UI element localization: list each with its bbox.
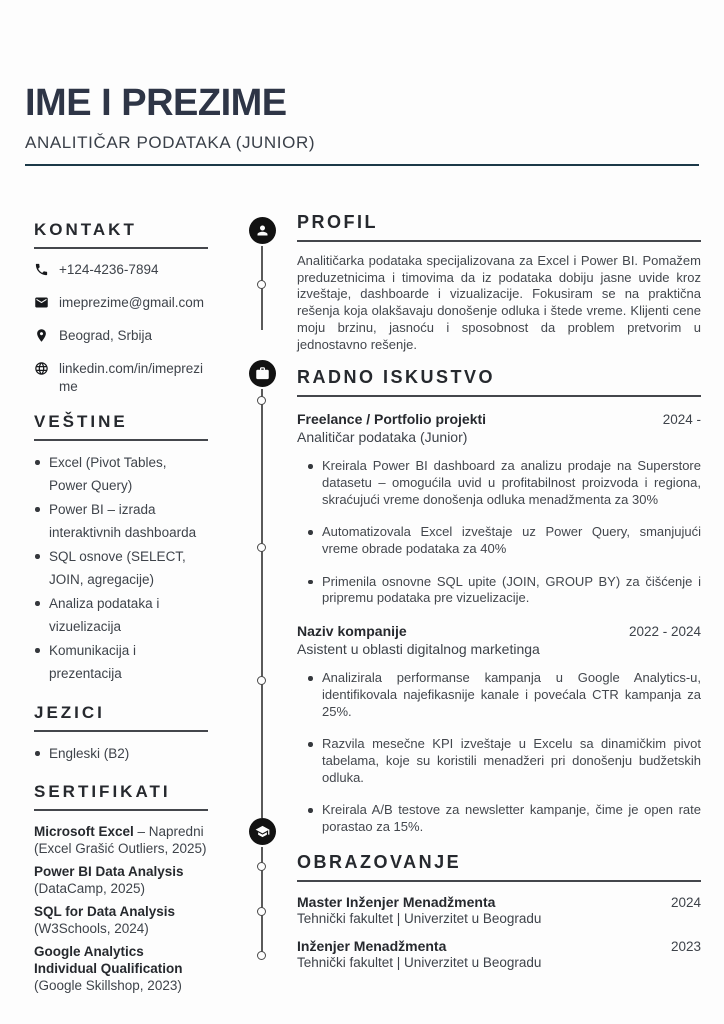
timeline-dot (257, 907, 266, 916)
section-radno-iskustvo (297, 367, 701, 836)
contact-item-linkedin (34, 360, 208, 396)
section-profil (297, 212, 701, 353)
section-heading-vestine: VEŠTINE (34, 412, 208, 441)
skill-item: Power BI – izrada interaktivnih dashboarda (34, 498, 208, 545)
skill-item: Excel (Pivot Tables, Power Query) (34, 451, 208, 498)
section-sertifikati (34, 782, 208, 994)
job-bullet: Primenila osnovne SQL upite (JOIN, GROUP BY) za čišćenje i pripremu podataka pre vizuelizacije. (297, 574, 701, 607)
language-item: Engleski (B2) (34, 742, 208, 766)
graduation-cap-icon (249, 818, 276, 845)
main-content (297, 212, 701, 970)
section-heading-jezici: JEZICI (34, 703, 208, 732)
timeline-dot (257, 543, 266, 552)
globe-icon (34, 361, 49, 376)
skill-item: Analiza podataka i vizuelizacija (34, 592, 208, 639)
timeline-dot (257, 951, 266, 960)
briefcase-icon (249, 360, 276, 387)
certificate-item (34, 903, 208, 937)
phone-number: +124-4236-7894 (59, 262, 159, 277)
certificate-title: Microsoft Excel (34, 824, 134, 840)
job-header (297, 411, 701, 427)
contact-item-phone (34, 261, 208, 279)
skill-item: SQL osnove (SELECT, JOIN, agregacije) (34, 545, 208, 592)
job-header (297, 623, 701, 639)
job-bullet: Kreirala A/B testove za newsletter kampanje, čime je open rate porastao za 15%. (297, 802, 701, 835)
section-jezici (34, 703, 208, 766)
job-bullet-list (297, 458, 701, 607)
certificate-detail: – Napredni (Excel Grašić Outliers, 2025) (34, 824, 207, 857)
job-company: Naziv kompanije (297, 623, 407, 640)
job-bullet: Kreirala Power BI dashboard za analizu prodaje na Superstore datasetu – omogućila uvid u profitabilnost proizvoda i regiona, skraćujući vreme donošenja odluka menadžmenta za 30% (297, 458, 701, 508)
job-bullet: Analizirala performanse kampanja u Google Analytics-u, identifikovala najefikasnije kanale i povećala CTR kampanja za 25%. (297, 670, 701, 720)
certificate-detail: (W3Schools, 2024) (34, 921, 149, 937)
timeline-segment (261, 389, 263, 818)
section-heading-radno-iskustvo: RADNO ISKUSTVO (297, 367, 701, 397)
contact-item-email (34, 294, 208, 312)
education-date: 2024 (670, 894, 701, 910)
certificate-item (34, 943, 208, 994)
education-entry (297, 938, 701, 970)
education-school: Tehnički fakultet | Univerzitet u Beogradu (297, 954, 542, 970)
location-icon (34, 328, 49, 343)
job-entry (297, 411, 701, 607)
job-role: Analitičar podataka (Junior) (297, 429, 468, 446)
certificate-title: SQL for Data Analysis (34, 904, 176, 920)
header-divider (25, 164, 699, 166)
profile-summary: Analitičarka podataka specijalizovana za Excel i Power BI. Pomažem preduzetnicima i timovima da iz podataka dobiju jasne uvide kroz izveštaje, dashboarde i vizualizacije. Fokusiram se na praktična rešenja koja olakšavaju donošenje odluka i štede vreme. Klijenti cene moju brzinu, jasnoću i sposobnost da problem pretvorim u jednostavno rešenje. (297, 253, 701, 352)
certificate-item (34, 863, 208, 897)
education-degree: Inženjer Menadžmenta (297, 937, 447, 954)
certificate-detail: (Google Skillshop, 2023) (34, 978, 182, 994)
section-heading-obrazovanje: OBRAZOVANJE (297, 852, 701, 882)
job-dates: 2022 - 2024 (628, 624, 701, 640)
skill-item: Komunikacija i prezentacija (34, 639, 208, 686)
skills-list (34, 451, 208, 686)
job-dates: 2024 - (662, 412, 701, 428)
location-text: Beograd, Srbija (59, 327, 153, 343)
timeline-dot (257, 676, 266, 685)
section-heading-sertifikati: SERTIFIKATI (34, 782, 208, 811)
job-company: Freelance / Portfolio projekti (297, 411, 487, 428)
job-role: Asistent u oblasti digitalnog marketinga (297, 641, 540, 658)
section-vestine (34, 412, 208, 686)
education-header (297, 894, 701, 910)
job-entry (297, 623, 701, 836)
timeline-dot (257, 396, 266, 405)
linkedin-url: linkedin.com/in/imeprezime (59, 360, 204, 394)
section-heading-profil: PROFIL (297, 212, 701, 242)
languages-list (34, 742, 208, 766)
education-header (297, 938, 701, 954)
email-address: imeprezime@gmail.com (59, 294, 204, 310)
education-date: 2023 (670, 938, 701, 954)
email-icon (34, 295, 49, 310)
section-obrazovanje (297, 852, 701, 970)
page-title: IME I PREZIME (25, 82, 287, 124)
certificates-list (34, 823, 208, 994)
certificate-detail: (DataCamp, 2025) (34, 881, 146, 897)
job-bullet: Automatizovala Excel izveštaje uz Power Query, smanjujući vreme obrade podataka za 40% (297, 524, 701, 557)
contact-item-location (34, 327, 208, 345)
person-icon (249, 217, 276, 244)
sidebar (34, 220, 208, 1000)
section-heading-kontakt: KONTAKT (34, 220, 208, 249)
phone-icon (34, 262, 49, 277)
certificate-title: Power BI Data Analysis (34, 864, 184, 880)
section-kontakt (34, 220, 208, 396)
job-bullet-list (297, 670, 701, 836)
contact-list (34, 261, 208, 396)
job-title: ANALITIČAR PODATAKA (JUNIOR) (25, 133, 316, 152)
education-entry (297, 894, 701, 926)
timeline-dot (257, 862, 266, 871)
certificate-item (34, 823, 208, 857)
certificate-title: Google Analytics Individual Qualification (34, 944, 183, 977)
education-degree: Master Inženjer Menadžmenta (297, 893, 496, 910)
timeline-dot (257, 280, 266, 289)
education-school: Tehnički fakultet | Univerzitet u Beogradu (297, 910, 542, 926)
job-bullet: Razvila mesečne KPI izveštaje u Excelu sa dinamičkim pivot tabelama, koje su koristili menadžeri pri donošenju budžetskih odluka. (297, 736, 701, 786)
